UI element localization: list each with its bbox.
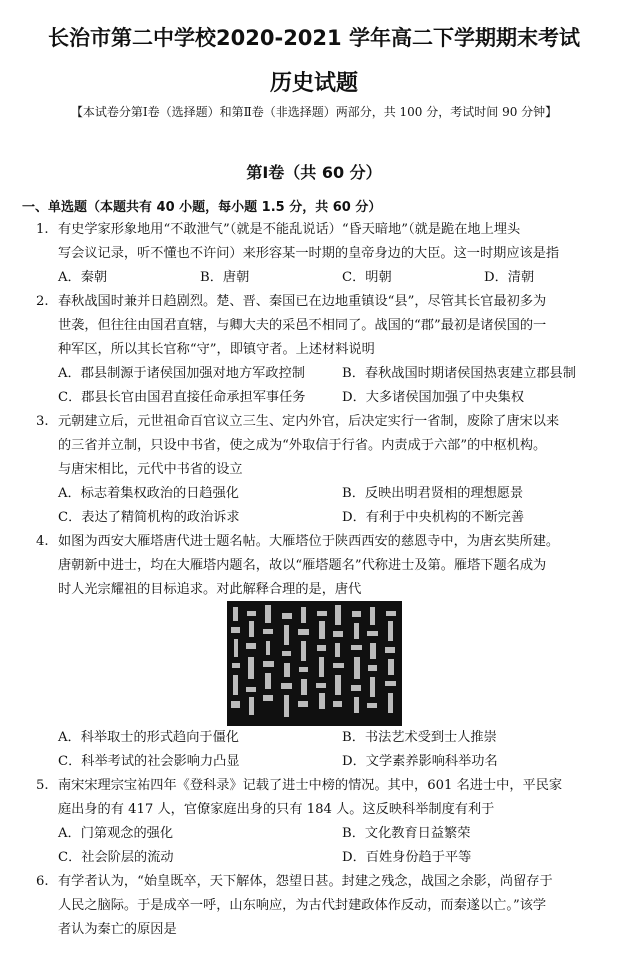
question-number: 2. [36, 294, 49, 309]
question-line: 如图为西安大雁塔唐代进士题名帖。大雁塔位于陕西西安的慈恩寺中，为唐玄奘所建。 [58, 534, 560, 549]
exam-subject: 历史试题 [269, 71, 358, 96]
option-b: B．文化教育日益繁荣 [342, 826, 471, 841]
option-b: B．反映出明君贤相的理想愿景 [342, 486, 524, 501]
question-line: 有学者认为，“始皇既卒，天下解体，怨望日甚。封建之残念，战国之余影，尚留存于 [58, 874, 553, 889]
question-line: 时人光宗耀祖的目标追求。对此解释合理的是，唐代 [58, 582, 362, 597]
question-number: 5. [36, 778, 49, 793]
question-number: 6. [36, 874, 49, 889]
exam-title: 长治市第二中学校2020-2021 学年高二下学期期末考试 [48, 26, 580, 50]
option-d: D．文学素养影响科举功名 [342, 754, 498, 769]
rubbing-image [227, 601, 402, 726]
question-line: 者认为秦亡的原因是 [58, 922, 177, 937]
option-d: D．大多诸侯国加强了中央集权 [342, 390, 525, 405]
question-number: 4. [36, 534, 49, 549]
option-d: D．有利于中央机构的不断完善 [342, 510, 525, 525]
question-number: 1. [36, 222, 49, 237]
option-c: C．科举考试的社会影响力凸显 [58, 754, 240, 769]
option-b: B．唐朝 [200, 270, 250, 285]
question-line: 种军区，所以其长官称“守”，即镇守者。上述材料说明 [58, 342, 375, 357]
rubbing-inscription-icon [227, 601, 402, 726]
question-line: 庭出身的有 417 人，官僚家庭出身的只有 184 人。这反映科举制度有利于 [58, 802, 495, 817]
option-b: B．书法艺术受到士人推崇 [342, 730, 497, 745]
question-line: 元朝建立后，元世祖命百官议立三生、定内外官，后决定实行一省制，废除了唐宋以来 [58, 414, 560, 429]
question-line: 与唐宋相比，元代中书省的设立 [58, 462, 243, 477]
question-line: 有史学家形象地用“不敢泄气”（就是不能乱说话）“昏天暗地”（就是跪在地上埋头 [58, 222, 521, 237]
question-line: 写会议记录，听不懂也不许问）来形容某一时期的皇帝身边的大臣。这一时期应该是指 [58, 246, 560, 261]
option-c: C．表达了精简机构的政治诉求 [58, 510, 240, 525]
option-d: D．清朝 [484, 270, 535, 285]
question-line: 世袭，但往往由国君直辖，与卿大夫的采邑不相同了。战国的“郡”最初是诸侯国的一 [58, 318, 547, 333]
section-title: 第Ⅰ卷（共 60 分） [246, 163, 382, 182]
question-line: 春秋战国时兼并日趋剧烈。楚、晋、秦国已在边地重镇设“县”，尽管其长官最初多为 [58, 294, 547, 309]
option-a: A．科举取士的形式趋向于僵化 [58, 730, 239, 745]
question-line: 的三省并立制，只设中书省，使之成为“外取信于行省。内责成于六部”的中枢机构。 [58, 438, 547, 453]
part-label: 一、单选题（本题共有 40 小题，每小题 1.5 分，共 60 分） [22, 200, 382, 215]
question-line: 人民之脑际。于是成卒一呼，山东响应，为古代封建政体作反动，而秦遂以亡。”该学 [58, 898, 547, 913]
option-d: D．百姓身份趋于平等 [342, 850, 472, 865]
option-b: B．春秋战国时期诸侯国热衷建立郡县制 [342, 366, 576, 381]
option-c: C．社会阶层的流动 [58, 850, 174, 865]
option-a: A．标志着集权政治的日趋强化 [58, 486, 239, 501]
option-a: A．郡县制源于诸侯国加强对地方军政控制 [58, 366, 305, 381]
question-line: 南宋宋理宗宝祐四年《登科录》记载了进士中榜的情况。其中，601 名进士中，平民家 [58, 778, 563, 793]
option-a: A．秦朝 [58, 270, 108, 285]
question-line: 唐朝新中进士，均在大雁塔内题名，故以“雁塔题名”代称进士及第。雁塔下题名成为 [58, 558, 547, 573]
option-c: C．明朝 [342, 270, 392, 285]
question-number: 3. [36, 414, 49, 429]
option-a: A．门第观念的强化 [58, 826, 174, 841]
exam-note: 【本试卷分第Ⅰ卷（选择题）和第Ⅱ卷（非选择题）两部分，共 100 分，考试时间 90 分钟】 [70, 105, 558, 119]
option-c: C．郡县长官由国君直接任命承担军事任务 [58, 390, 306, 405]
